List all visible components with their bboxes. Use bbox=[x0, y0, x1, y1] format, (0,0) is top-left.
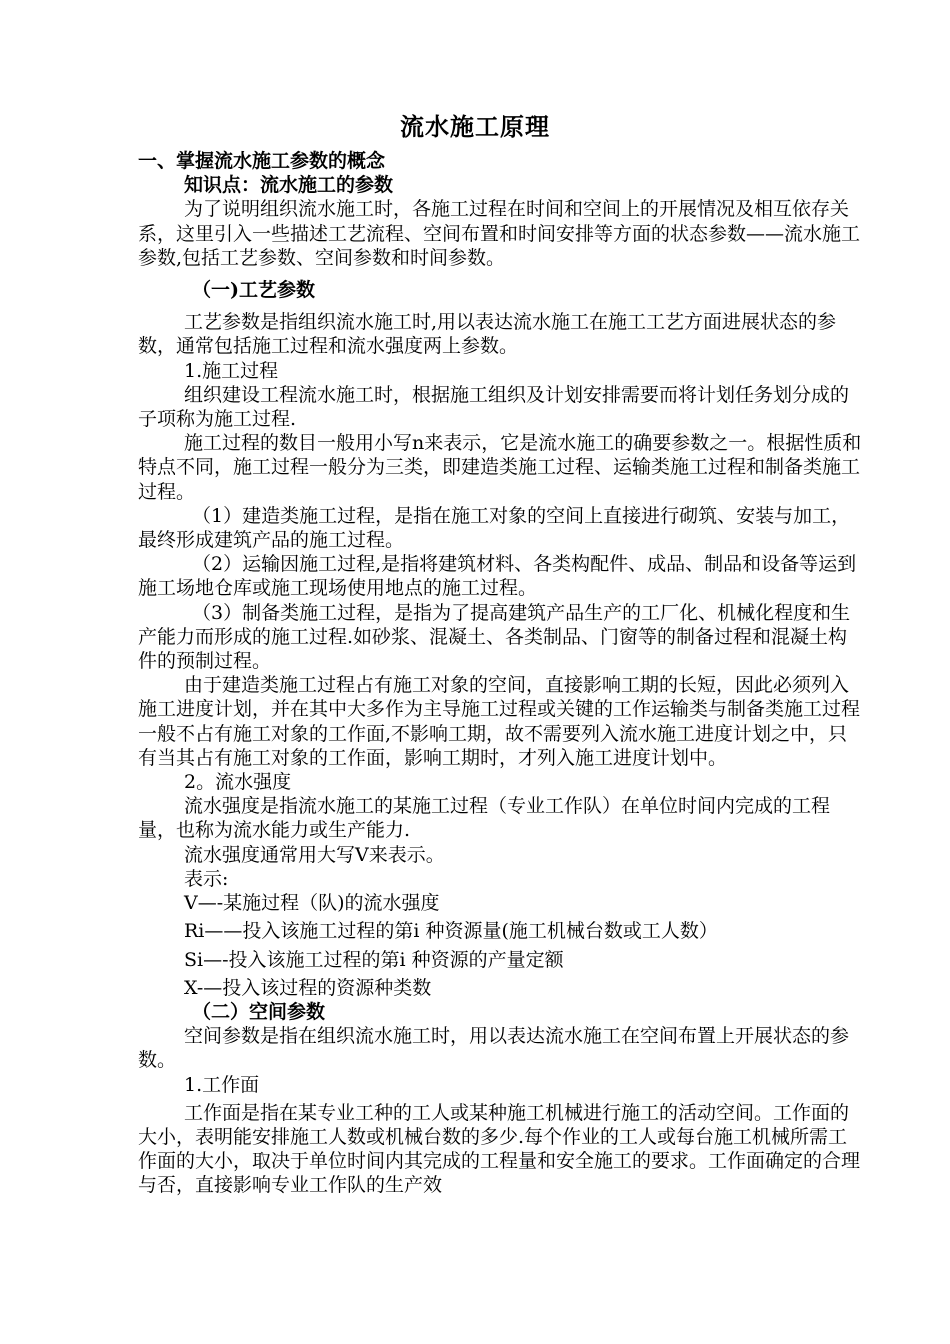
paragraph: （1）建造类施工过程，是指在施工对象的空间上直接进行砌筑、安装与加工，最终形成建筑产品的施工过程。 bbox=[138, 504, 851, 552]
section-heading: （二）空间参数 bbox=[192, 1000, 326, 1023]
paragraph: 2。流水强度 bbox=[184, 771, 292, 794]
paragraph: 组织建设工程流水施工时，根据施工组织及计划安排需要而将计划任务划分成的子项称为施工过程. bbox=[138, 383, 850, 431]
paragraph: X-—投入该过程的资源种类数 bbox=[184, 976, 432, 999]
paragraph: 流水强度通常用大写V来表示。 bbox=[184, 843, 445, 866]
paragraph: 工作面是指在某专业工种的工人或某种施工机械进行施工的活动空间。工作面的大小，表明能安排施工人数或机械台数的多少.每个作业的工人或每台施工机械所需工作面的大小，取决于单位时间内其完成的工程量和安全施工的要求。工作面确定的合理与否，直接影响专业工作队的生产效 bbox=[138, 1101, 861, 1197]
paragraph: 工艺参数是指组织流水施工时,用以表达流水施工在施工工艺方面进展状态的参数，通常包括施工过程和流水强度两上参数。 bbox=[138, 311, 837, 358]
paragraph: （3）制备类施工过程，是指为了提高建筑产品生产的工厂化、机械化程度和生产能力而形成的施工过程.如砂浆、混凝土、各类制品、门窗等的制备过程和混凝土构件的预制过程。 bbox=[138, 601, 851, 673]
paragraph: 1.施工过程 bbox=[184, 359, 279, 382]
paragraph: 施工过程的数目一般用小写n来表示，它是流水施工的确要参数之一。根据性质和特点不同，施工过程一般分为三类，即建造类施工过程、运输类施工过程和制备类施工过程。 bbox=[138, 432, 862, 503]
paragraph: 表示: bbox=[184, 867, 229, 890]
paragraph: 为了说明组织流水施工时，各施工过程在时间和空间上的开展情况及相互依存关系，这里引入一些描述工艺流程、空间布置和时间安排等方面的状态参数——流水施工参数,包括工艺参数、空间参数和时间参数。 bbox=[138, 198, 861, 269]
section-heading: （一)工艺参数 bbox=[192, 279, 315, 302]
paragraph: （2）运输因施工过程,是指将建筑材料、各类构配件、成品、制品和设备等运到施工场地仓库或施工现场使用地点的施工过程。 bbox=[138, 553, 857, 600]
section-heading: 一、掌握流水施工参数的概念 bbox=[138, 150, 386, 172]
paragraph: 由于建造类施工过程占有施工对象的空间，直接影响工期的长短，因此必须列入施工进度计划，并在其中大多作为主导施工过程或关键的工作运输类与制备类施工过程一般不占有施工对象的工作面,不影响工期，故不需要列入流水施工进度计划之中，只有当其占有施工对象的工作面，影响工期时，才列入施工进度计划中。 bbox=[138, 674, 861, 769]
section-heading: 知识点：流水施工的参数 bbox=[184, 174, 394, 197]
paragraph: V—-某施过程（队)的流水强度 bbox=[184, 892, 440, 915]
document-title: 流水施工原理 bbox=[400, 112, 550, 141]
document-body bbox=[138, 149, 862, 1198]
paragraph: 空间参数是指在组织流水施工时，用以表达流水施工在空间布置上开展状态的参数。 bbox=[138, 1025, 850, 1072]
paragraph: Si—-投入该施工过程的第i 种资源的产量定额 bbox=[184, 948, 564, 971]
paragraph: 1.工作面 bbox=[184, 1073, 260, 1096]
paragraph: Ri——投入该施工过程的第i 种资源量(施工机械台数或工人数） bbox=[184, 920, 718, 943]
paragraph: 流水强度是指流水施工的某施工过程（专业工作队）在单位时间内完成的工程量，也称为流水能力或生产能力. bbox=[138, 795, 831, 842]
